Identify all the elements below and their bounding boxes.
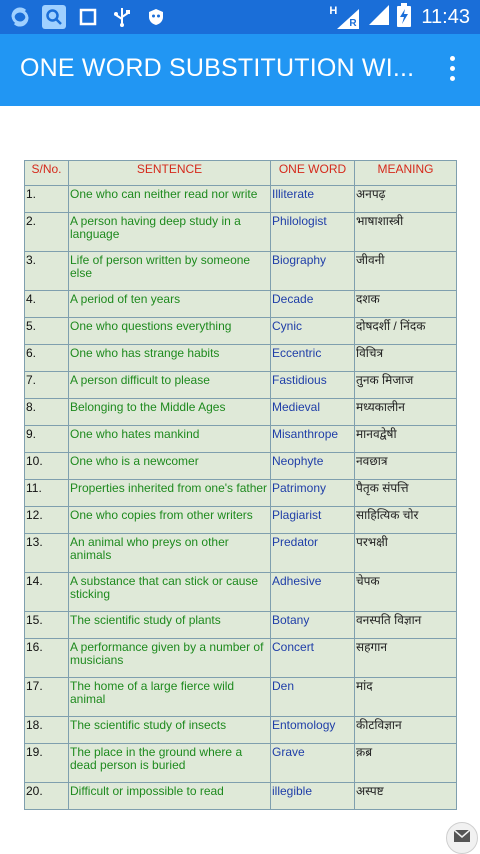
row-one-word: Entomology xyxy=(271,717,355,744)
row-sentence: A performance given by a number of musicians xyxy=(69,639,271,678)
table-row xyxy=(25,480,457,507)
battery-charging-icon xyxy=(397,3,411,32)
row-sentence: Life of person written by someone else xyxy=(69,252,271,291)
row-sentence: The home of a large fierce wild animal xyxy=(69,678,271,717)
table-row xyxy=(25,213,457,252)
row-one-word: Misanthrope xyxy=(271,426,355,453)
table-row xyxy=(25,744,457,783)
row-meaning: तुनक मिजाज xyxy=(355,372,457,399)
row-meaning: कीटविज्ञान xyxy=(355,717,457,744)
header-sno: S/No. xyxy=(25,161,69,186)
row-sno: 9. xyxy=(25,426,69,453)
row-sno: 12. xyxy=(25,507,69,534)
row-one-word: Decade xyxy=(271,291,355,318)
row-meaning: साहित्यिक चोर xyxy=(355,507,457,534)
table-row xyxy=(25,186,457,213)
row-meaning: सहगान xyxy=(355,639,457,678)
page-title: ONE WORD SUBSTITUTION WI... xyxy=(20,54,415,82)
clock: 11:43 xyxy=(421,6,470,28)
row-meaning: भाषाशास्त्री xyxy=(355,213,457,252)
row-sentence: A substance that can stick or cause sticking xyxy=(69,573,271,612)
header-one-word: ONE WORD xyxy=(271,161,355,186)
row-sno: 2. xyxy=(25,213,69,252)
row-one-word: Den xyxy=(271,678,355,717)
row-one-word: Patrimony xyxy=(271,480,355,507)
row-one-word: Adhesive xyxy=(271,573,355,612)
table-row xyxy=(25,291,457,318)
roaming-label: R xyxy=(349,17,357,29)
row-meaning: नवछात्र xyxy=(355,453,457,480)
status-bar xyxy=(0,0,480,34)
row-sno: 20. xyxy=(25,783,69,810)
mail-fab-button[interactable] xyxy=(446,822,478,854)
row-meaning: परभक्षी xyxy=(355,534,457,573)
row-one-word: Botany xyxy=(271,612,355,639)
row-sentence: Difficult or impossible to read xyxy=(69,783,271,810)
row-sno: 6. xyxy=(25,345,69,372)
table-row xyxy=(25,399,457,426)
header-sentence: SENTENCE xyxy=(69,161,271,186)
row-sno: 15. xyxy=(25,612,69,639)
row-one-word: Plagiarist xyxy=(271,507,355,534)
row-sno: 4. xyxy=(25,291,69,318)
network-type-icon xyxy=(329,5,361,31)
row-meaning: क़ब्र xyxy=(355,744,457,783)
table-row xyxy=(25,426,457,453)
table-row xyxy=(25,612,457,639)
row-one-word: illegible xyxy=(271,783,355,810)
row-one-word: Fastidious xyxy=(271,372,355,399)
table-row xyxy=(25,453,457,480)
row-one-word: Neophyte xyxy=(271,453,355,480)
row-meaning: दोषदर्शी / निंदक xyxy=(355,318,457,345)
row-meaning: जीवनी xyxy=(355,252,457,291)
table-row xyxy=(25,507,457,534)
row-one-word: Grave xyxy=(271,744,355,783)
shield-icon xyxy=(144,5,168,29)
square-icon xyxy=(76,5,100,29)
row-sentence: One who hates mankind xyxy=(69,426,271,453)
row-sno: 1. xyxy=(25,186,69,213)
row-sno: 10. xyxy=(25,453,69,480)
row-sentence: An animal who preys on other animals xyxy=(69,534,271,573)
row-meaning: पैतृक संपत्ति xyxy=(355,480,457,507)
table-row xyxy=(25,639,457,678)
row-sentence: One who has strange habits xyxy=(69,345,271,372)
usb-icon xyxy=(110,5,134,29)
row-sno: 7. xyxy=(25,372,69,399)
table-row xyxy=(25,534,457,573)
row-sentence: The scientific study of insects xyxy=(69,717,271,744)
row-sentence: One who copies from other writers xyxy=(69,507,271,534)
row-meaning: मांद xyxy=(355,678,457,717)
row-sno: 17. xyxy=(25,678,69,717)
row-one-word: Illiterate xyxy=(271,186,355,213)
sync-s-icon xyxy=(8,5,32,29)
mail-icon xyxy=(453,829,471,848)
row-meaning: अनपढ़ xyxy=(355,186,457,213)
row-sentence: Belonging to the Middle Ages xyxy=(69,399,271,426)
row-sentence: The scientific study of plants xyxy=(69,612,271,639)
row-meaning: मानवद्वेषी xyxy=(355,426,457,453)
table-row xyxy=(25,717,457,744)
row-sno: 8. xyxy=(25,399,69,426)
substitution-table xyxy=(24,160,457,810)
signal-icon xyxy=(367,3,391,32)
header-meaning: MEANING xyxy=(355,161,457,186)
table-row xyxy=(25,252,457,291)
row-sentence: Properties inherited from one's father xyxy=(69,480,271,507)
row-meaning: दशक xyxy=(355,291,457,318)
row-sentence: A person having deep study in a language xyxy=(69,213,271,252)
row-one-word: Eccentric xyxy=(271,345,355,372)
row-one-word: Biography xyxy=(271,252,355,291)
row-sno: 14. xyxy=(25,573,69,612)
table-row xyxy=(25,345,457,372)
row-sno: 11. xyxy=(25,480,69,507)
table-row xyxy=(25,372,457,399)
row-one-word: Medieval xyxy=(271,399,355,426)
row-meaning: विचित्र xyxy=(355,345,457,372)
table-row xyxy=(25,783,457,810)
table-row xyxy=(25,678,457,717)
row-meaning: अस्पष्ट xyxy=(355,783,457,810)
substitution-table-container xyxy=(24,160,456,810)
row-sentence: One who is a newcomer xyxy=(69,453,271,480)
table-row xyxy=(25,573,457,612)
row-meaning: चेपक xyxy=(355,573,457,612)
row-sentence: A period of ten years xyxy=(69,291,271,318)
row-one-word: Cynic xyxy=(271,318,355,345)
row-sno: 5. xyxy=(25,318,69,345)
row-sno: 19. xyxy=(25,744,69,783)
row-sentence: One who can neither read nor write xyxy=(69,186,271,213)
row-meaning: मध्यकालीन xyxy=(355,399,457,426)
row-one-word: Predator xyxy=(271,534,355,573)
table-row xyxy=(25,318,457,345)
row-sentence: The place in the ground where a dead person is buried xyxy=(69,744,271,783)
row-sentence: One who questions everything xyxy=(69,318,271,345)
app-bar xyxy=(0,34,480,106)
row-meaning: वनस्पति विज्ञान xyxy=(355,612,457,639)
network-type-label: H xyxy=(329,4,338,17)
row-one-word: Philologist xyxy=(271,213,355,252)
row-sentence: A person difficult to please xyxy=(69,372,271,399)
row-sno: 16. xyxy=(25,639,69,678)
table-header-row xyxy=(25,161,457,186)
overflow-menu-icon[interactable] xyxy=(442,56,462,86)
row-one-word: Concert xyxy=(271,639,355,678)
row-sno: 3. xyxy=(25,252,69,291)
search-icon xyxy=(42,5,66,29)
row-sno: 18. xyxy=(25,717,69,744)
row-sno: 13. xyxy=(25,534,69,573)
